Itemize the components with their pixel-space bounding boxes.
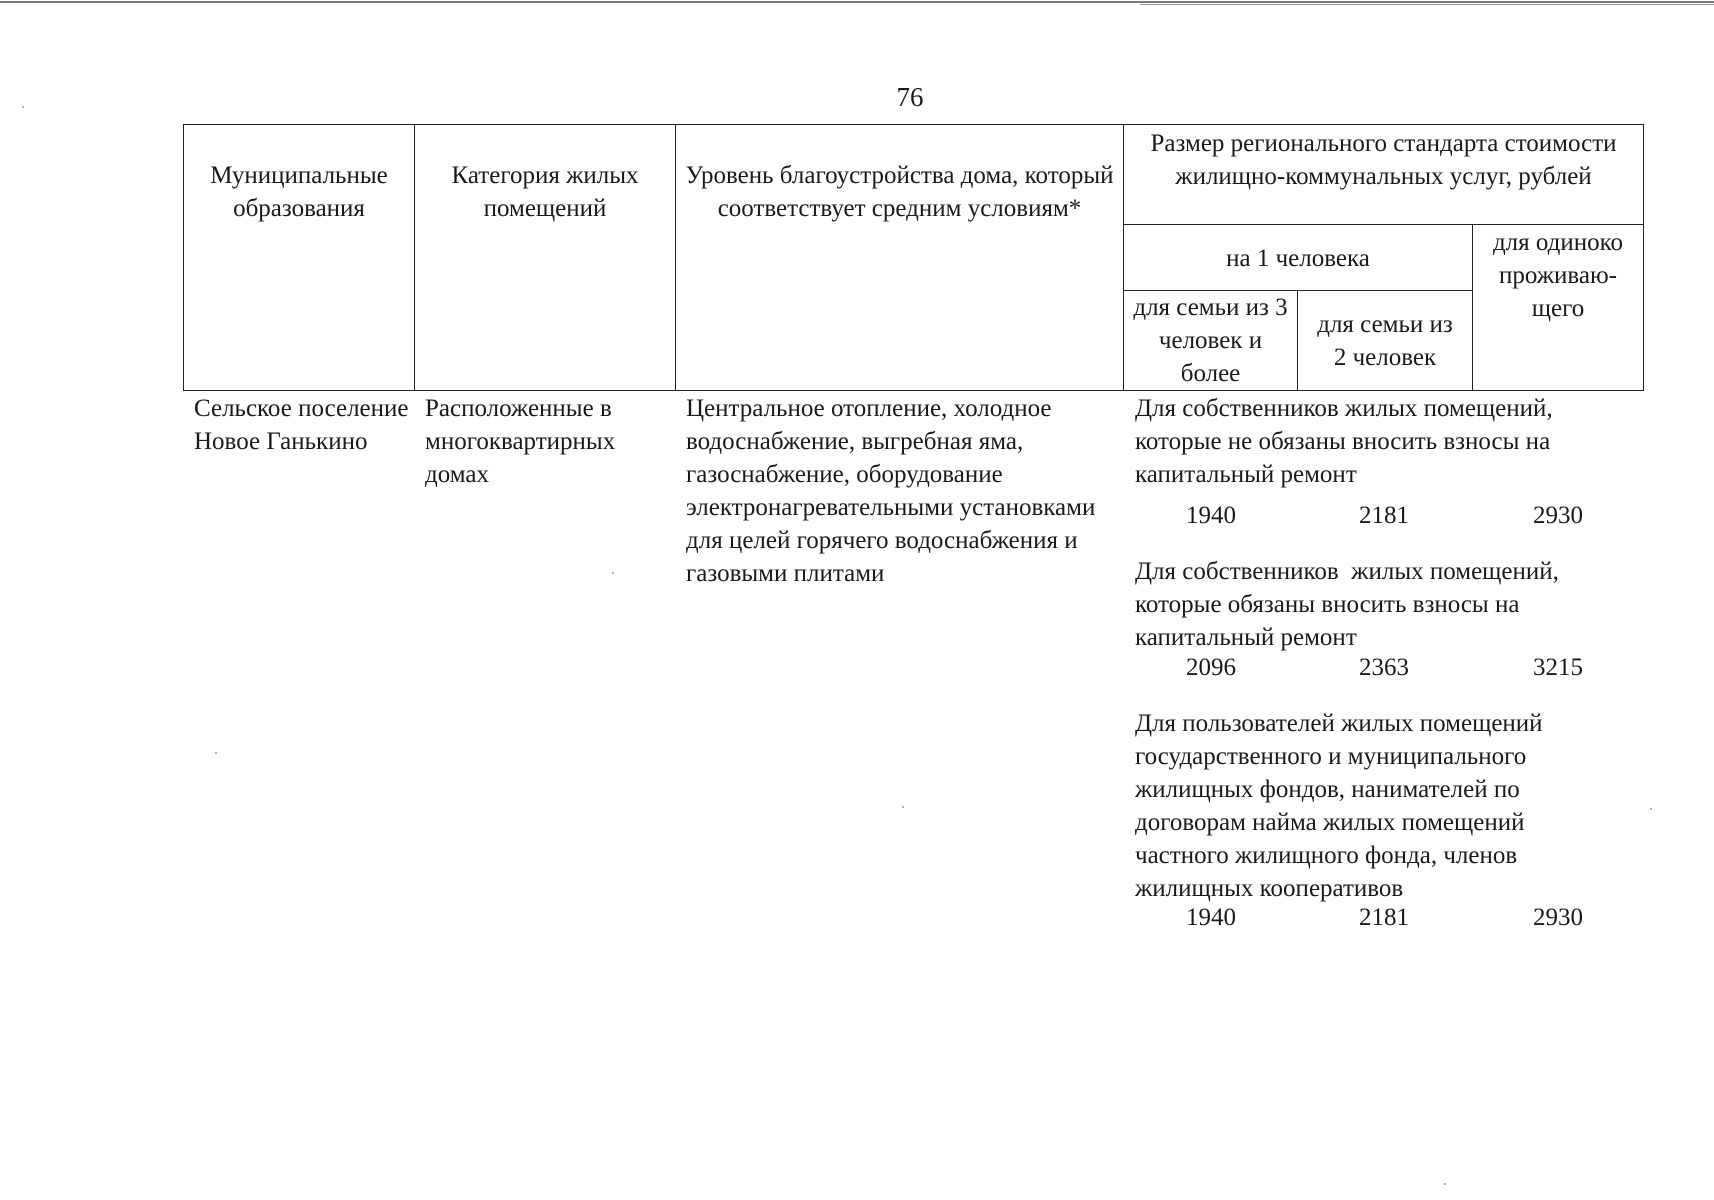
row-level: Центральное отопление, холодное водоснабжение, выгребная яма, газоснабжение, оборудование электронагревательными установками для целей горячего водоснабжения и газовыми плитами bbox=[686, 395, 1096, 587]
group-1-single: 2930 bbox=[1533, 502, 1583, 529]
header-size-group bbox=[1123, 124, 1644, 225]
row-category: Расположенные в многоквартирных домах bbox=[425, 395, 616, 488]
header-municipal bbox=[183, 124, 415, 391]
row-municipal: Сельское поселение Новое Ганькино bbox=[194, 395, 409, 455]
header-single bbox=[1472, 224, 1644, 391]
group-1-family2: 2181 bbox=[1359, 502, 1409, 529]
header-category-text: Категория жилых помещений bbox=[451, 162, 639, 222]
header-size-group-text: Размер регионального стандарта стоимости жилищно-коммунальных услуг, рублей bbox=[1150, 130, 1617, 190]
header-family2-text: для семьи из 2 человек bbox=[1317, 311, 1453, 371]
header-per-person bbox=[1123, 224, 1473, 291]
page-number: 76 bbox=[896, 82, 924, 112]
scan-speck bbox=[215, 752, 217, 754]
header-municipal-text: Муниципальные образования bbox=[210, 162, 388, 222]
scan-speck bbox=[1650, 808, 1652, 810]
header-family3 bbox=[1123, 290, 1298, 391]
group-2-family3: 2096 bbox=[1186, 654, 1236, 681]
group-2-single: 3215 bbox=[1533, 654, 1583, 681]
scan-speck bbox=[902, 806, 904, 808]
scan-edge-line bbox=[0, 1, 1714, 3]
group-1-family3: 1940 bbox=[1186, 502, 1236, 529]
header-single-text: для одиноко проживаю-щего bbox=[1492, 229, 1624, 322]
group-1-label: Для собственников жилых помещений, которые не обязаны вносить взносы на капитальный ремонт bbox=[1135, 395, 1553, 488]
group-3-label: Для пользователей жилых помещений государственного и муниципального жилищных фондов, нанимателей по договорам найма жилых помещений частного жилищного фонда, членов жилищных кооперативов bbox=[1135, 710, 1543, 902]
header-level bbox=[675, 124, 1124, 391]
group-3-family2: 2181 bbox=[1359, 904, 1409, 931]
header-family2 bbox=[1297, 290, 1473, 391]
group-2-label: Для собственников жилых помещений, которые обязаны вносить взносы на капитальный ремонт bbox=[1135, 558, 1566, 651]
header-category bbox=[414, 124, 676, 391]
scan-speck bbox=[612, 572, 614, 574]
group-3-single: 2930 bbox=[1533, 904, 1583, 931]
scan-speck bbox=[1444, 1183, 1446, 1185]
header-level-text: Уровень благоустройства дома, который соответствует средним условиям* bbox=[685, 162, 1114, 222]
scan-speck bbox=[22, 106, 24, 108]
header-family3-text: для семьи из 3 человек и более bbox=[1133, 294, 1288, 387]
group-2-family2: 2363 bbox=[1359, 654, 1409, 681]
header-per-person-text: на 1 человека bbox=[1226, 245, 1370, 272]
scan-edge-line-2 bbox=[1140, 4, 1714, 5]
group-3-family3: 1940 bbox=[1186, 904, 1236, 931]
